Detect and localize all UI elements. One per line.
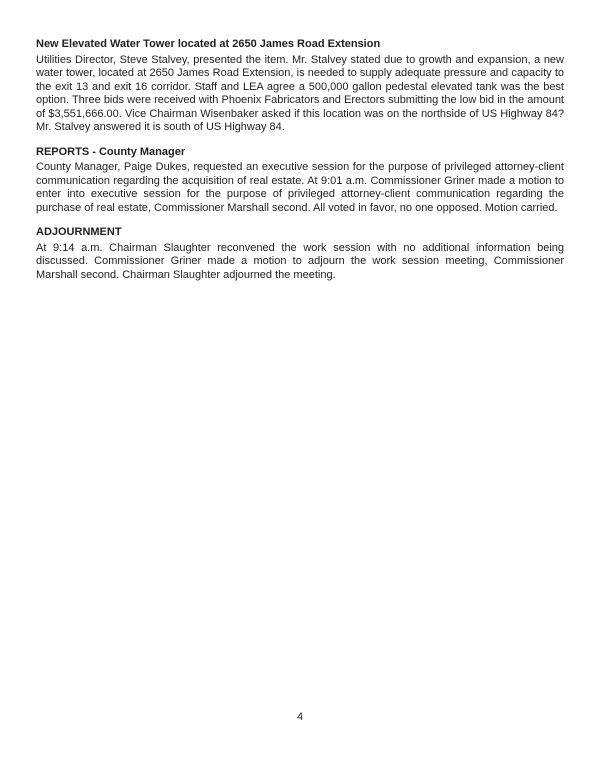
section-adjournment: [36, 226, 564, 282]
section-paragraph-new-elevated-water-tower: Utilities Director, Steve Stalvey, presented the item. Mr. Stalvey stated due to growth and expansion, a new water tower, located at 2650 James Road Extension, is needed to supply adequate pressure and capacity to the exit 13 and exit 16 corridor. Staff and LEA agree a 500,000 gallon pedestal elevated tank was the best option. Three bids were received with Phoenix Fabricators and Erectors submitting the low bid in the amount of $3,551,666.00. Vice Chairman Wisenbaker asked if this location was on the northside of US Highway 84? Mr. Stalvey answered it is south of US Highway 84.: [36, 53, 564, 133]
section-heading-new-elevated-water-tower: New Elevated Water Tower located at 2650 James Road Extension: [36, 38, 381, 50]
document-body: [36, 38, 564, 282]
section-heading-reports-county-manager: REPORTS - County Manager: [36, 145, 186, 158]
section-reports-county-manager: [36, 146, 564, 216]
section-new-elevated-water-tower: [36, 38, 564, 135]
section-paragraph-reports-county-manager: County Manager, Paige Dukes, requested an executive session for the purpose of privileged attorney-client communication regarding the acquisition of real estate. At 9:01 a.m. Commissioner Griner made a motion to enter into executive session for the purpose of privileged attorney-client communication regarding the purchase of real estate, Commissioner Marshall second. All voted in favor, no one opposed. Motion carried.: [36, 161, 564, 214]
section-heading-adjournment: ADJOURNMENT: [36, 226, 122, 238]
page-number: 4: [296, 711, 304, 723]
section-paragraph-adjournment: At 9:14 a.m. Chairman Slaughter reconvened the work session with no additional information being discussed. Commissioner Griner made a motion to adjourn the work session meeting, Commissioner Marshall second. Chairman Slaughter adjourned the meeting.: [36, 241, 564, 281]
